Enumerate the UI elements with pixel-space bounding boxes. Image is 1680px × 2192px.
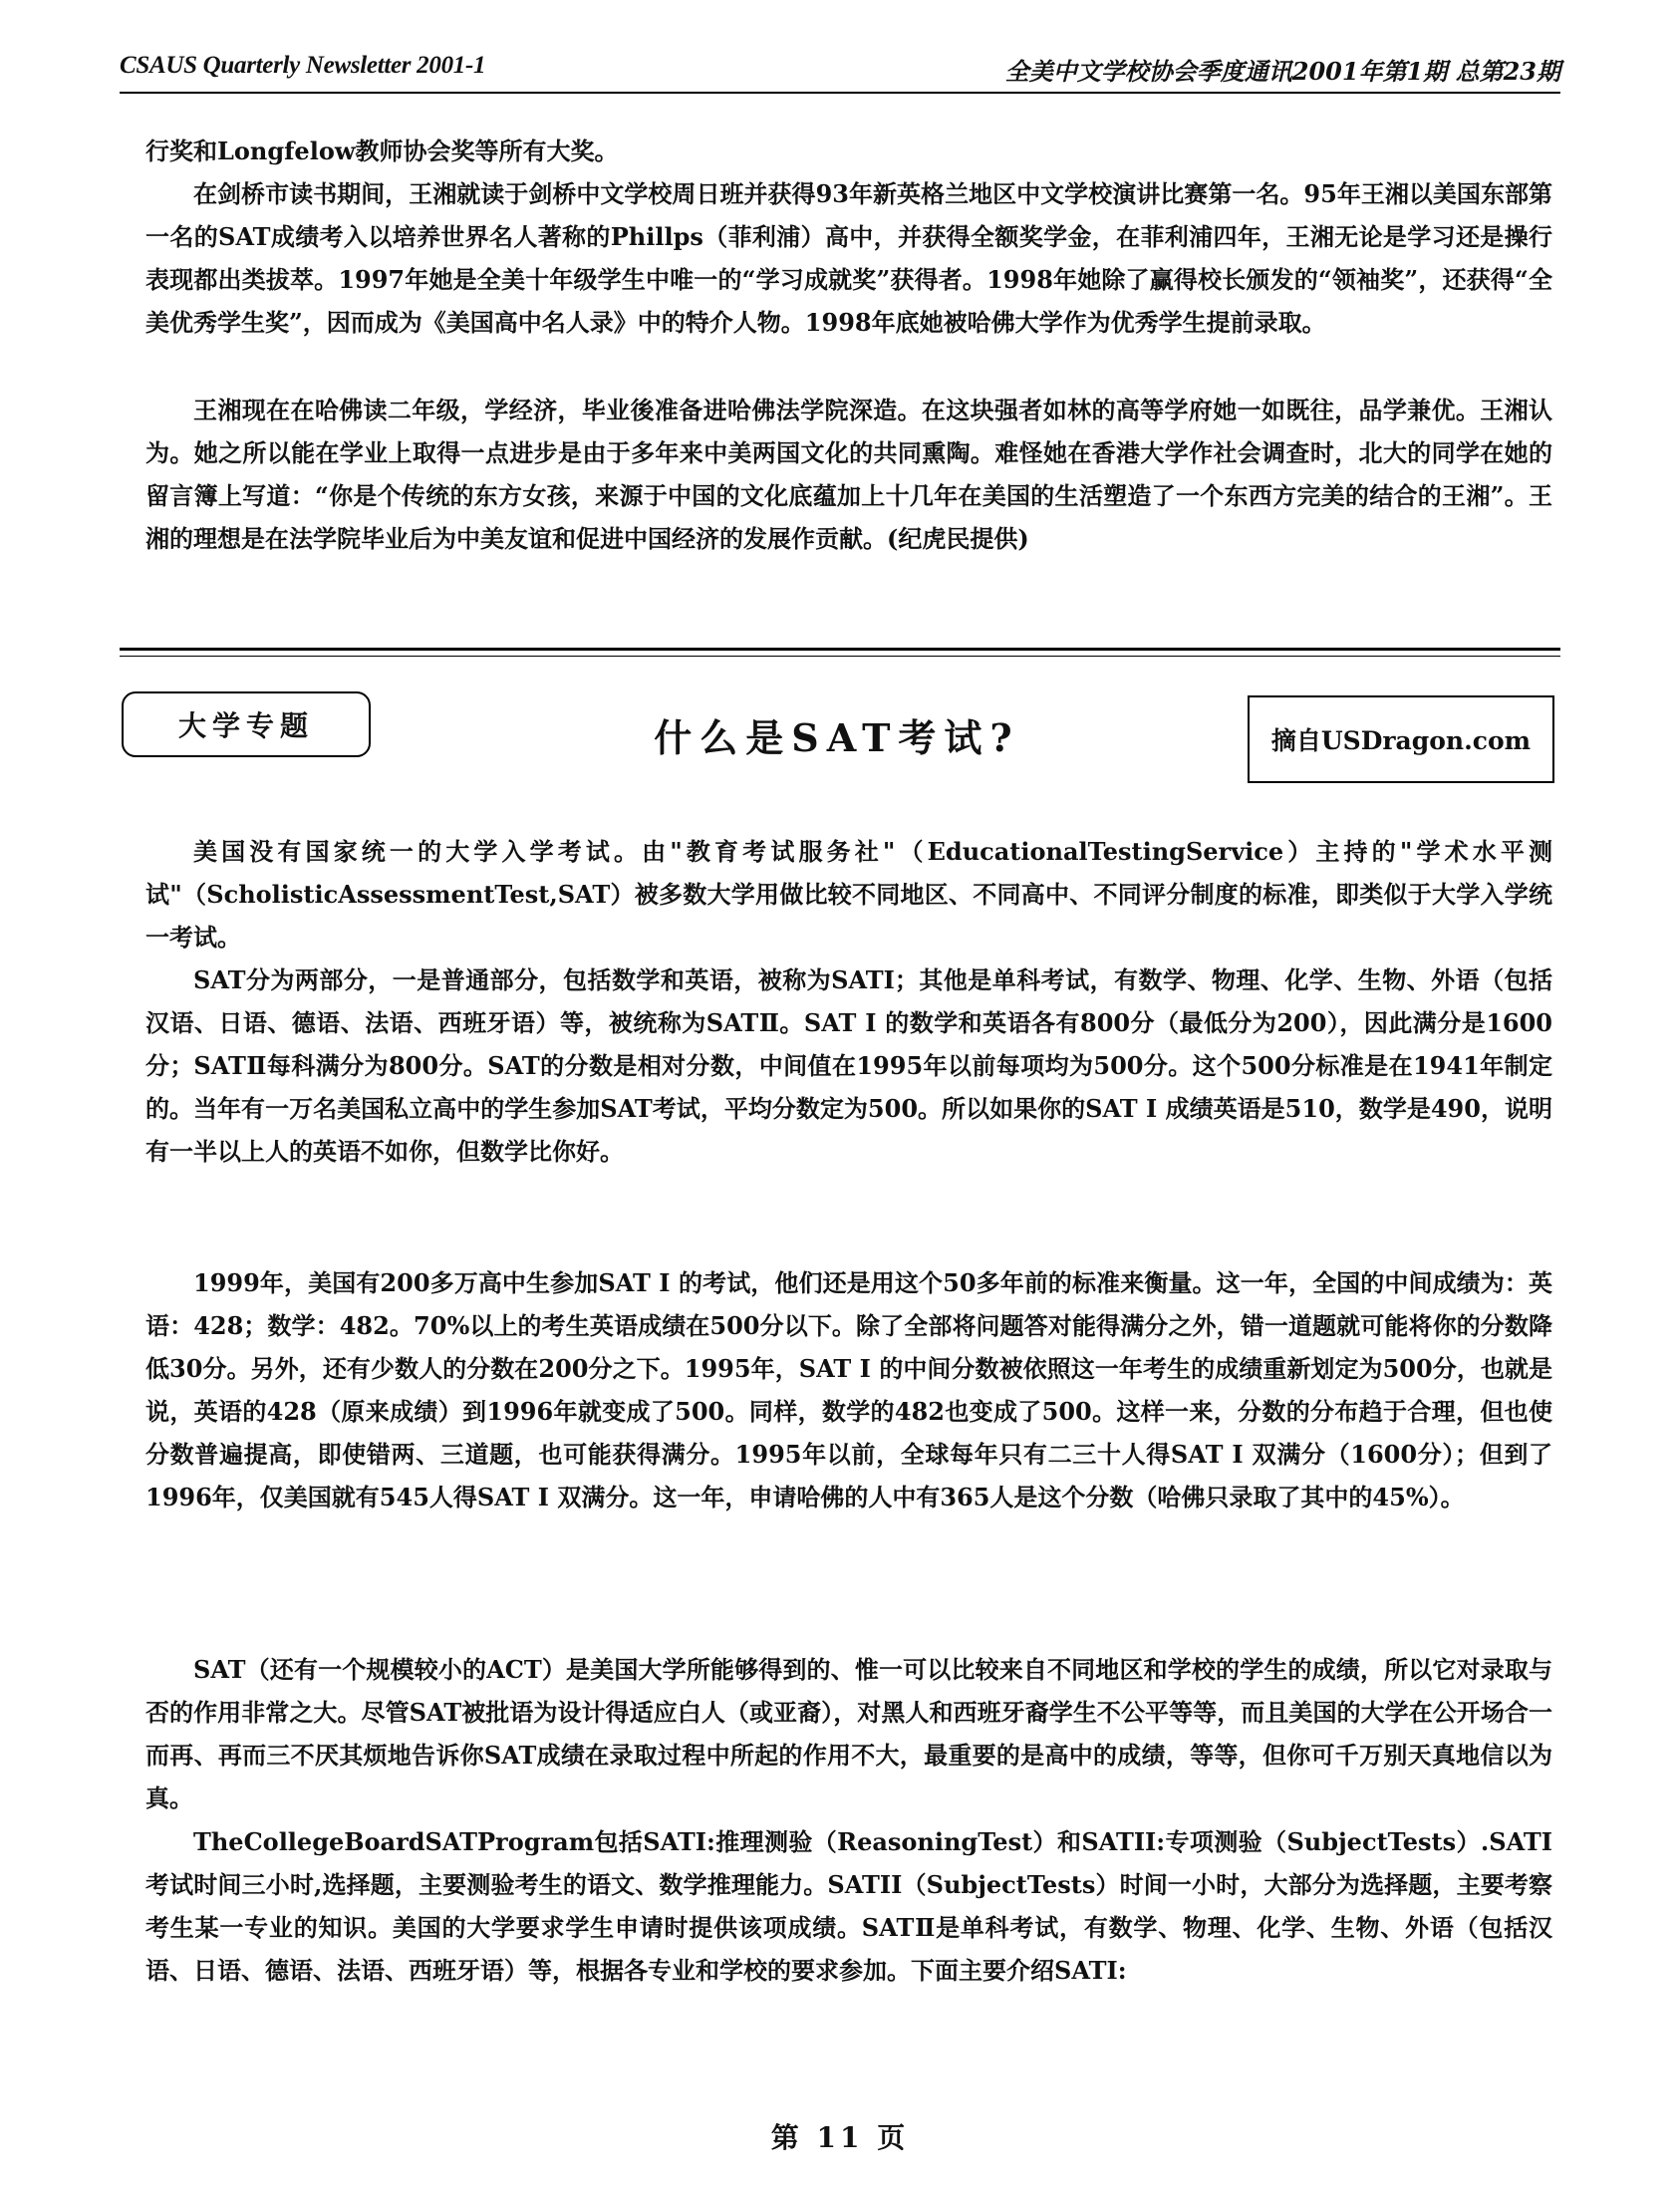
newsletter-title: CSAUS Quarterly Newsletter 2001-1 [120,52,486,79]
header-rule [120,92,1560,94]
section-divider-thin [120,656,1560,657]
page-number: 第 11 页 [770,2121,910,2154]
issue-info: 全美中文学校协会季度通讯2001年第1期 总第23期 [1004,57,1560,86]
article-paragraph-2: SAT分为两部分，一是普通部分，包括数学和英语，被称为SATI；其他是单科考试，有数学、物理、化学、生物、外语（包括汉语、日语、德语、法语、西班牙语）等，被统称为SATⅡ。SAT I 的数学和英语各有800分（最低分为200），因此满分是1600分；SATⅡ每科满分为800分。SAT的分数是相对分数，中间值在1995年以前每项均为500分。这个500分标准是在1941年制定的。当年有一万名美国私立高中的学生参加SAT考试，平均分数定为500。所以如果你的SAT I 成绩英语是510，数学是490，说明有一半以上人的英语不如你，但数学比你好。 [145,965,1552,1166]
section-tag: 大学专题 [122,691,371,757]
article-paragraph-4: SAT（还有一个规模较小的ACT）是美国大学所能够得到的、惟一可以比较来自不同地区和学校的学生的成绩，所以它对录取与否的作用非常之大。尽管SAT被批语为设计得适应白人（或亚裔），对黑人和西班牙裔学生不公平等等，而且美国的大学在公开场合一而再、再而三不厌其烦地告诉你SAT成绩在录取过程中所起的作用不大，最重要的是高中的成绩，等等，但你可千万别天真地信以为真。 [145,1655,1552,1812]
intro-paragraph-2: 在剑桥市读书期间，王湘就读于剑桥中文学校周日班并获得93年新英格兰地区中文学校演讲比赛第一名。95年王湘以美国东部第一名的SAT成绩考入以培养世界名人著称的Phillps（菲利浦）高中，并获得全额奖学金，在菲利浦四年，王湘无论是学习还是操行表现都出类拔萃。1997年她是全美十年级学生中唯一的“学习成就奖”获得者。1998年她除了赢得校长颁发的“领袖奖”，还获得“全美优秀学生奖”，因而成为《美国高中名人录》中的特介人物。1998年底她被哈佛大学作为优秀学生提前录取。 [145,179,1552,337]
intro-paragraph-3: 王湘现在在哈佛读二年级，学经济，毕业後准备进哈佛法学院深造。在这块强者如林的高等学府她一如既往，品学兼优。王湘认为。她之所以能在学业上取得一点进步是由于多年来中美两国文化的共同熏陶。难怪她在香港大学作社会调查时，北大的同学在她的留言簿上写道：“你是个传统的东方女孩，来源于中国的文化底蕴加上十几年在美国的生活塑造了一个东西方完美的结合的王湘”。王湘的理想是在法学院毕业后为中美友谊和促进中国经济的发展作贡献。(纪虎民提供) [145,396,1552,553]
article-paragraph-1: 美国没有国家统一的大学入学考试。由"教育考试服务社"（EducationalTestingService）主持的"学术水平测试"（ScholisticAssessmentTest,SAT）被多数大学用做比较不同地区、不同高中、不同评分制度的标准，即类似于大学入学统一考试。 [145,837,1552,952]
article-title: 什么是SAT考试? [654,715,1020,760]
section-divider-thick [120,648,1560,651]
page-header [120,52,1560,92]
article-paragraph-3: 1999年，美国有200多万高中生参加SAT I 的考试，他们还是用这个50多年前的标准来衡量。这一年，全国的中间成绩为：英语：428；数学：482。70%以上的考生英语成绩在500分以下。除了全部将问题答对能得满分之外，错一道题就可能将你的分数降低30分。另外，还有少数人的分数在200分之下。1995年，SAT I 的中间分数被依照这一年考生的成绩重新划定为500分，也就是说，英语的428（原来成绩）到1996年就变成了500。同样，数学的482也变成了500。这样一来，分数的分布趋于合理，但也使分数普遍提高，即使错两、三道题，也可能获得满分。1995年以前，全球每年只有二三十人得SAT I 双满分（1600分）；但到了1996年，仅美国就有545人得SAT I 双满分。这一年，申请哈佛的人中有365人是这个分数（哈佛只录取了其中的45%）。 [145,1268,1552,1511]
intro-paragraph-1: 行奖和Longfelow教师协会奖等所有大奖。 [145,137,619,165]
article-paragraph-5: TheCollegeBoardSATProgram包括SATI:推理测验（ReasoningTest）和SATII:专项测验（SubjectTests）.SATI考试时间三小时,选择题，主要测验考生的语文、数学推理能力。SATII（SubjectTests）时间一小时，大部分为选择题，主要考察考生某一专业的知识。美国的大学要求学生申请时提供该项成绩。SATⅡ是单科考试，有数学、物理、化学、生物、外语（包括汉语、日语、德语、法语、西班牙语）等，根据各专业和学校的要求参加。下面主要介绍SATI: [145,1827,1552,1985]
source-note: 摘自USDragon.com [1248,695,1554,783]
